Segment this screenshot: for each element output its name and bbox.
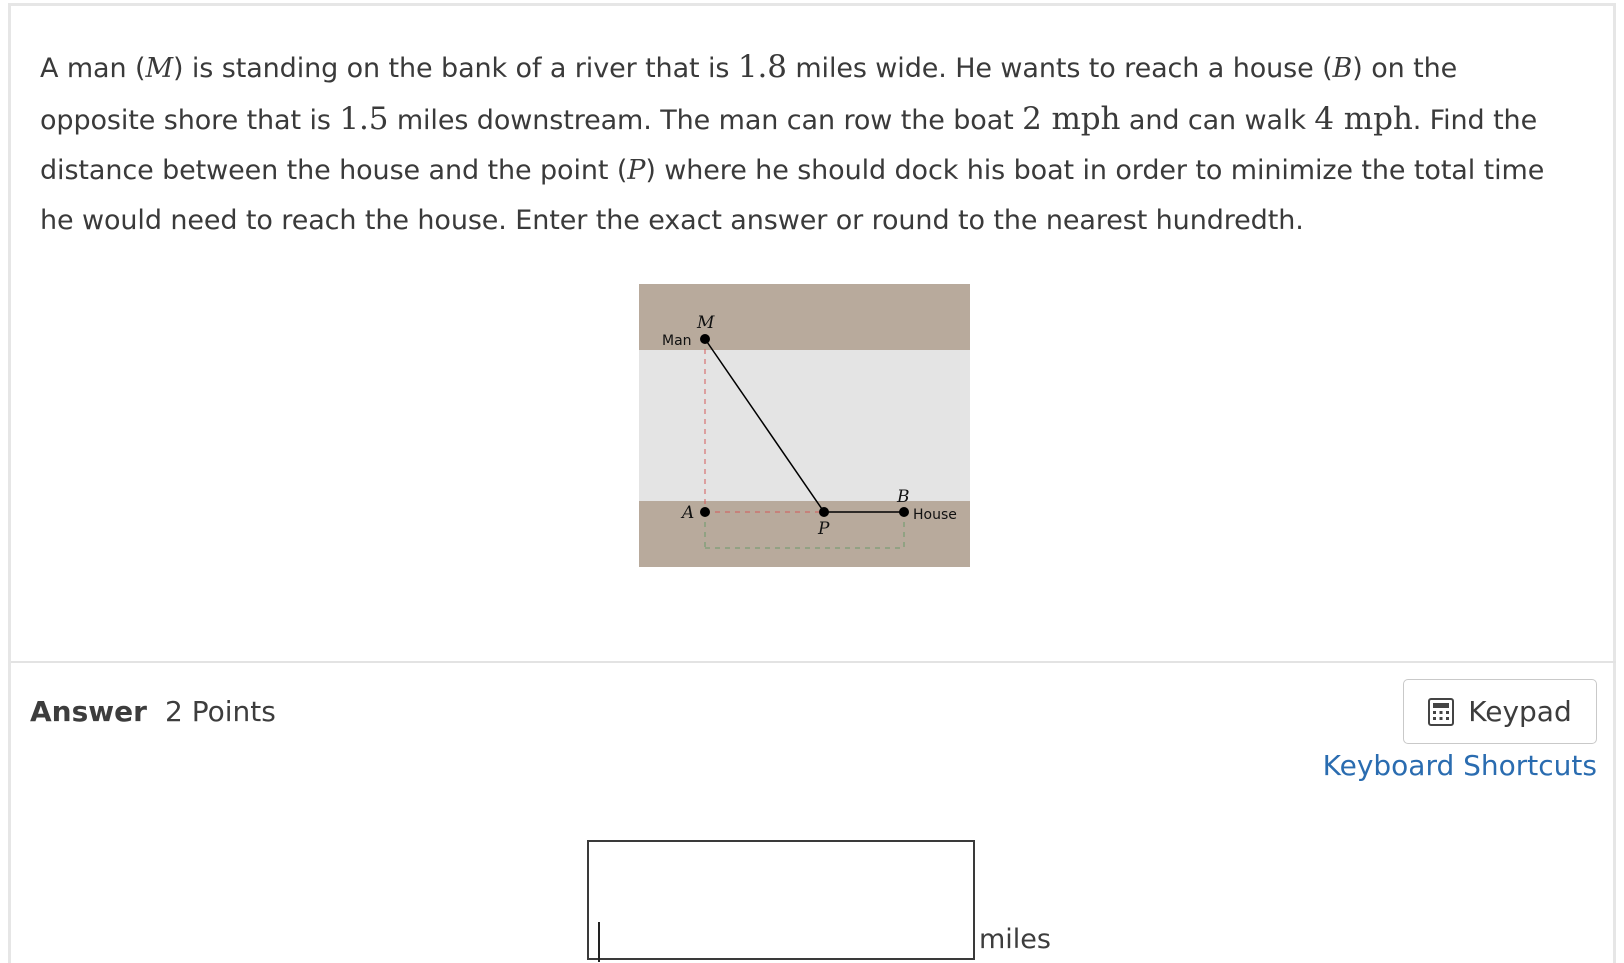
label-house: House [913,507,957,523]
point-p [819,507,829,517]
label-man: Man [662,333,692,349]
keypad-label: Keypad [1468,695,1572,728]
river [639,350,970,501]
unit-label: miles [979,924,1051,955]
keyboard-shortcuts-link[interactable]: Keyboard Shortcuts [1322,749,1597,782]
row-speed-value: 2 mph [1022,101,1121,137]
question-text-part: ) is standing on the bank of a river that is [172,53,738,84]
section-divider [11,661,1616,663]
walk-speed-value: 4 mph [1314,101,1413,137]
calculator-icon [1428,698,1454,726]
label-p: P [818,519,830,539]
question-text-part: . Find the distance between the house and the point ( [40,105,1538,186]
point-m [700,334,710,344]
answer-label: Answer [30,695,147,728]
question-text [40,42,1580,246]
keypad-button[interactable] [1403,679,1597,744]
text-caret [598,922,600,962]
question-text-part: A man ( [40,53,146,84]
label-m: M [697,313,715,333]
var-m: M [145,53,173,84]
label-a: A [682,503,695,523]
point-a [700,507,710,517]
point-b [899,507,909,517]
question-text-part: ) where he should dock his boat in order to minimize the total time he would need to reach the house. Enter the exact answer or round to the nearest hundredth. [40,155,1545,236]
question-text-part: miles downstream. The man can row the boat [388,105,1023,136]
question-text-part: and can walk [1120,105,1315,136]
question-text-part: miles wide. He wants to reach a house ( [786,53,1333,84]
label-b: B [897,487,910,507]
river-width-value: 1.8 [737,49,787,85]
points-label: 2 Points [165,695,276,728]
downstream-value: 1.5 [339,101,389,137]
answer-input[interactable] [587,840,975,960]
var-b: B [1332,53,1353,84]
question-text-part: ) on the opposite shore that is [40,53,1458,136]
river-diagram [639,284,970,567]
var-p: P [627,155,646,186]
